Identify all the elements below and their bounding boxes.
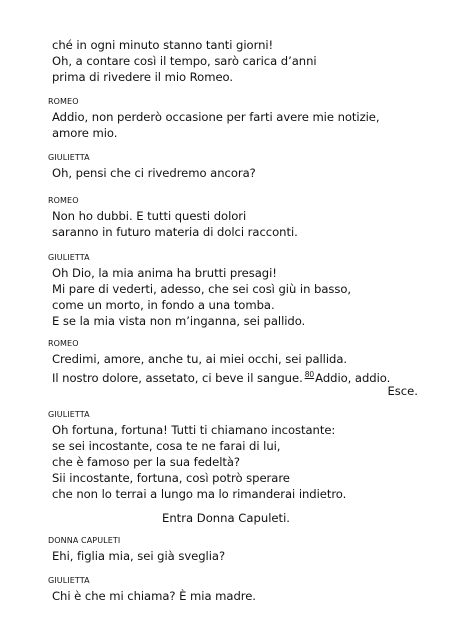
verse-text: Il nostro dolore, assetato, ci beve il sangue. [52, 371, 303, 385]
verse-line: Addio, non perderò occasione per farti avere mie notizie, [52, 110, 380, 124]
verse-line: se sei incostante, cosa te ne farai di lui, [52, 439, 281, 453]
verse-line: ché in ogni minuto stanno tanti giorni! [52, 38, 274, 52]
verse-line: amore mio. [52, 126, 118, 140]
footnote-marker[interactable]: 80 [304, 370, 315, 379]
verse-line: E se la mia vista non m’inganna, sei pallido. [52, 314, 306, 328]
stage-direction: Esce. [387, 384, 418, 398]
verse-line: che è famoso per la sua fedeltà? [52, 455, 241, 469]
speaker-label: GIULIETTA [48, 253, 90, 262]
verse-line: Ehi, figlia mia, sei già sveglia? [52, 549, 226, 563]
verse-line: che non lo terrai a lungo ma lo rimanderai indietro. [52, 487, 347, 501]
speaker-label: DONNA CAPULETI [48, 536, 121, 545]
verse-line: Oh, pensi che ci rivedremo ancora? [52, 166, 256, 180]
verse-line: Credimi, amore, anche tu, ai miei occhi, sei pallida. [52, 352, 348, 366]
speaker-label: GIULIETTA [48, 576, 90, 585]
verse-line [52, 367, 390, 386]
speaker-label: ROMEO [48, 97, 79, 106]
stage-direction: Entra Donna Capuleti. [162, 511, 290, 525]
speaker-label: GIULIETTA [48, 410, 90, 419]
verse-line: Oh, a contare così il tempo, sarò carica d’anni [52, 54, 317, 68]
verse-line: Non ho dubbi. E tutti questi dolori [52, 209, 247, 223]
verse-line: Oh fortuna, fortuna! Tutti ti chiamano incostante: [52, 423, 336, 437]
verse-line: Sii incostante, fortuna, così potrò sperare [52, 471, 290, 485]
speaker-label: GIULIETTA [48, 153, 90, 162]
verse-line: Chi è che mi chiama? È mia madre. [52, 589, 256, 603]
verse-line: Oh Dio, la mia anima ha brutti presagi! [52, 266, 277, 280]
speaker-label: ROMEO [48, 339, 79, 348]
verse-line: Mi pare di vederti, adesso, che sei così giù in basso, [52, 282, 352, 296]
verse-line: saranno in futuro materia di dolci racconti. [52, 225, 298, 239]
verse-text: Addio, addio. [315, 371, 391, 385]
verse-line: prima di rivedere il mio Romeo. [52, 70, 234, 84]
speaker-label: ROMEO [48, 196, 79, 205]
verse-line: come un morto, in fondo a una tomba. [52, 298, 275, 312]
